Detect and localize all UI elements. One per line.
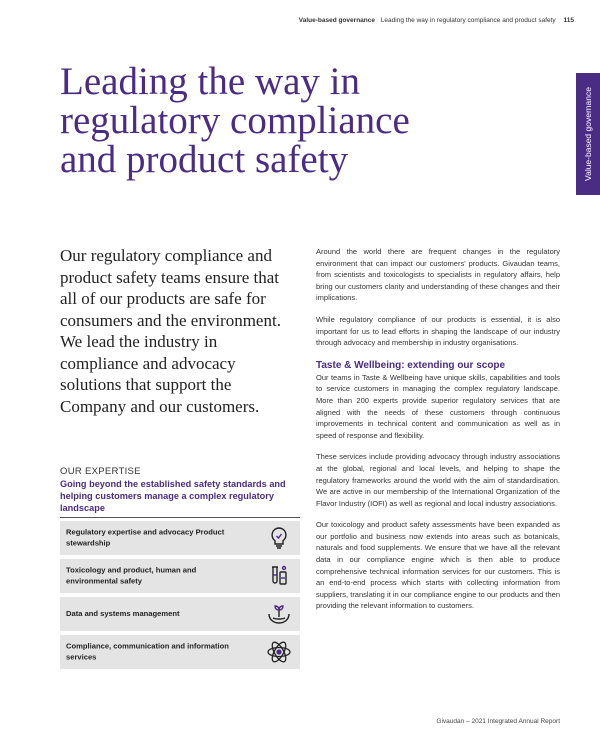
body-paragraph: Around the world there are frequent changes in the regulatory environment that can impact our customers' products. Givaudan teams, from scientists and toxicologists to specialists in regulatory affairs, help bring our customers clarity and understanding of these changes and their implications. (316, 247, 560, 303)
expertise-heading: Going beyond the established safety standards and helping customers manage a complex regulatory landscape (60, 479, 286, 513)
divider (60, 517, 300, 518)
expertise-item-text: Compliance, communication and information services (66, 641, 229, 661)
page-footer: Givaudan – 2021 Integrated Annual Report (436, 718, 560, 725)
expertise-item-text: Regulatory expertise and advocacy Product stewardship (66, 527, 225, 547)
expertise-item (60, 635, 300, 669)
body-paragraph: Our toxicology and product safety assessments have been expanded as our portfolio and business now extends into areas such as botanicals, naturals and food supplements. We ensure that we have all the relevant data in our compliance engine which is then able to produce comprehensive technical information services for our customers. This is an end-to-end process which starts with collecting information from suppliers, translating it in our compliance engine to our products and then providing the relevant information to customers. (316, 520, 560, 611)
section-subheading: Taste & Wellbeing: extending our scope (316, 359, 506, 371)
expertise-item (60, 521, 300, 555)
plant-hands-icon (266, 601, 292, 627)
header-section: Value-based governance (298, 17, 375, 24)
body-paragraph: These services include providing advocacy through industry associations at the global, regional and local levels, and helping to shape the regulatory frameworks around the world with the aim of standardisation. We are active in our membership of the International Organization of the Flavor Industry (IOFI) as well as regional and local industry associations. (316, 452, 560, 508)
side-tab (576, 73, 600, 195)
expertise-item-text: Data and systems management (66, 608, 180, 618)
lightbulb-icon (266, 525, 292, 551)
expertise-item (60, 559, 300, 593)
page-title: Leading the way in regulatory compliance and product safety (60, 60, 410, 181)
lead-paragraph: Our regulatory compliance and product safety teams ensure that all of our products are safe for consumers and the environment. We lead the industry in compliance and advocacy solutions that support the Company and our customers. (60, 246, 281, 416)
side-tab-label: Value-based governance (583, 87, 593, 181)
lab-flask-icon (266, 563, 292, 589)
expertise-list (60, 521, 300, 673)
body-text (316, 246, 560, 622)
expertise-item-text: Toxicology and product, human and environmental safety (66, 565, 197, 585)
body-paragraph: While regulatory compliance of our products is essential, it is also important for us to lead efforts in shaping the landscape of our industry through advocacy and membership in industry organisations. (316, 314, 560, 348)
body-paragraph: Our teams in Taste & Wellbeing have unique skills, capabilities and tools to service customers in managing the complex regulatory landscape. More than 200 experts provide superior regulatory services that are aligned with the needs of these customers through continuous improvements in technical content and communication as well as in speed of response and flexibility. (316, 372, 560, 440)
atom-icon (266, 639, 292, 665)
page-number: 115 (563, 17, 574, 24)
header-subtitle: Leading the way in regulatory compliance and product safety (380, 17, 556, 24)
running-header (299, 17, 574, 24)
expertise-label: OUR EXPERTISE (60, 466, 141, 477)
expertise-item (60, 597, 300, 631)
